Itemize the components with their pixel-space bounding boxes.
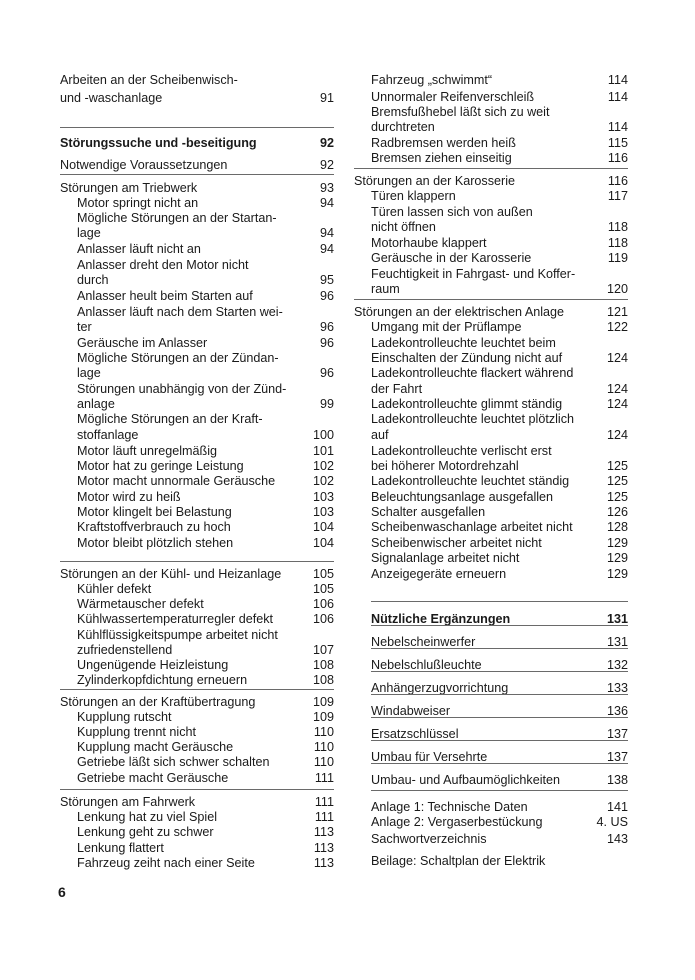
toc-entry-title: stoffanlage	[77, 428, 139, 442]
toc-entry-page: 100	[312, 428, 334, 442]
section-divider	[371, 625, 628, 626]
toc-entry-title: Windabweiser	[371, 704, 451, 718]
toc-entry-title: Zylinderkopfdichtung erneuern	[77, 673, 248, 687]
toc-entry-page: 138	[606, 773, 628, 787]
toc-entry-page: 96	[319, 336, 334, 350]
toc-entry-page: 115	[607, 136, 628, 150]
toc-entry-title: der Fahrt	[371, 382, 423, 396]
toc-entry-title: Störungen an der Kühl- und Heizanlage	[60, 567, 282, 581]
toc-entry-title: raum	[371, 282, 400, 296]
toc-entry-page: 124	[606, 428, 628, 442]
toc-entry-page: 114	[607, 120, 628, 134]
toc-entry-title: Umgang mit der Prüflampe	[371, 320, 522, 334]
toc-entry-title: Scheibenwischer arbeitet nicht	[371, 536, 542, 550]
toc-entry-page: 121	[606, 305, 628, 319]
toc-entry-title: Anlage 1: Technische Daten	[371, 800, 528, 814]
section-divider	[354, 299, 628, 300]
toc-entry-page: 96	[319, 366, 334, 380]
toc-entry-title: Lenkung geht zu schwer	[77, 825, 214, 839]
section-divider	[371, 601, 628, 602]
toc-entry-title: Motor klingelt bei Belastung	[77, 505, 232, 519]
toc-entry-title: Störungen unabhängig von der Zünd-	[77, 382, 287, 396]
toc-entry-title: Lenkung flattert	[77, 841, 164, 855]
toc-entry-title: Mögliche Störungen an der Kraft-	[77, 412, 263, 426]
toc-entry-page: 111	[314, 771, 334, 785]
toc-entry-page: 114	[607, 73, 628, 87]
toc-entry-page: 113	[313, 841, 334, 855]
toc-entry-title: Ungenügende Heizleistung	[77, 658, 229, 672]
toc-entry-title: Kühler defekt	[77, 582, 152, 596]
toc-entry-page: 119	[607, 251, 628, 265]
toc-entry-title: Bremsen ziehen einseitig	[371, 151, 512, 165]
toc-entry-page: 103	[312, 490, 334, 504]
section-divider	[371, 717, 628, 718]
toc-entry-page: 104	[312, 536, 334, 550]
toc-entry-title: zufriedenstellend	[77, 643, 173, 657]
toc-entry-title: Scheibenwaschanlage arbeitet nicht	[371, 520, 573, 534]
toc-entry-title: Motor wird zu heiß	[77, 490, 181, 504]
toc-entry-page: 94	[319, 196, 334, 210]
toc-entry-page: 125	[606, 474, 628, 488]
toc-entry-page: 94	[319, 242, 334, 256]
toc-entry-page: 108	[312, 658, 334, 672]
toc-entry-page: 99	[319, 397, 334, 411]
toc-entry-page: 125	[606, 459, 628, 473]
toc-entry-title: Störungen an der Karosserie	[354, 174, 516, 188]
toc-entry-page: 106	[312, 612, 334, 626]
toc-entry-title: Störungen an der elektrischen Anlage	[354, 305, 565, 319]
toc-entry-title: Kühlflüssigkeitspumpe arbeitet nicht	[77, 628, 278, 642]
toc-entry-title: Lenkung hat zu viel Spiel	[77, 810, 218, 824]
toc-entry-page: 105	[312, 567, 334, 581]
toc-entry-title: Getriebe läßt sich schwer schalten	[77, 755, 270, 769]
toc-entry-page: 124	[606, 382, 628, 396]
section-divider	[371, 671, 628, 672]
toc-entry-page: 94	[319, 226, 334, 240]
toc-entry-page: 133	[606, 681, 628, 695]
toc-entry-page: 102	[312, 459, 334, 473]
toc-entry-page: 117	[607, 189, 628, 203]
toc-entry-title: ter	[77, 320, 92, 334]
section-divider	[60, 789, 334, 790]
toc-entry-page: 125	[606, 490, 628, 504]
toc-entry-title: durch	[77, 273, 109, 287]
toc-entry-title: Anlasser dreht den Motor nicht	[77, 258, 249, 272]
toc-entry-title: Ladekontrolleuchte glimmt ständig	[371, 397, 563, 411]
toc-entry-title: Feuchtigkeit in Fahrgast- und Koffer-	[371, 267, 576, 281]
toc-entry-page: 101	[312, 444, 334, 458]
toc-entry-page: 118	[607, 220, 628, 234]
toc-entry-title: Umbau für Versehrte	[371, 750, 488, 764]
toc-entry-title: bei höherer Motordrehzahl	[371, 459, 519, 473]
toc-entry-title: lage	[77, 226, 101, 240]
section-divider	[354, 168, 628, 169]
toc-entry-title: Anlage 2: Vergaserbestückung	[371, 815, 543, 829]
toc-entry-title: Motor bleibt plötzlich stehen	[77, 536, 234, 550]
toc-entry-title: Ladekontrolleuchte verlischt erst	[371, 444, 552, 458]
toc-entry-title: Nebelscheinwerfer	[371, 635, 476, 649]
section-divider	[371, 763, 628, 764]
section-divider	[371, 694, 628, 695]
toc-entry-page: 137	[606, 750, 628, 764]
toc-entry-page: 143	[606, 832, 628, 846]
toc-entry-title: Anlasser läuft nach dem Starten wei-	[77, 305, 283, 319]
toc-entry-page: 120	[606, 282, 628, 296]
toc-entry-page: 109	[312, 695, 334, 709]
toc-entry-title: Geräusche im Anlasser	[77, 336, 208, 350]
toc-entry-title: Ladekontrolleuchte leuchtet beim	[371, 336, 556, 350]
page-number: 6	[58, 884, 66, 900]
toc-entry-page: 118	[607, 236, 628, 250]
toc-entry-title: Sachwortverzeichnis	[371, 832, 487, 846]
toc-entry-title: Umbau- und Aufbaumöglichkeiten	[371, 773, 561, 787]
toc-entry-page: 137	[606, 727, 628, 741]
toc-entry-page: 114	[607, 90, 628, 104]
toc-entry-page: 113	[313, 856, 334, 870]
section-divider	[371, 790, 628, 791]
toc-entry-page: 105	[312, 582, 334, 596]
toc-entry-page: 106	[312, 597, 334, 611]
toc-entry-title: Anlasser heult beim Starten auf	[77, 289, 253, 303]
toc-entry-page: 91	[319, 91, 334, 105]
toc-entry-title: Unnormaler Reifenverschleiß	[371, 90, 535, 104]
toc-entry-page: 116	[607, 151, 628, 165]
toc-entry-title: anlage	[77, 397, 115, 411]
toc-entry-title: Arbeiten an der Scheibenwisch-	[60, 73, 238, 87]
toc-entry-page: 102	[312, 474, 334, 488]
toc-entry-title: Kraftstoffverbrauch zu hoch	[77, 520, 231, 534]
toc-entry-title: Getriebe macht Geräusche	[77, 771, 229, 785]
toc-entry-title: durchtreten	[371, 120, 435, 134]
toc-entry-title: Kupplung rutscht	[77, 710, 172, 724]
toc-entry-page: 95	[319, 273, 334, 287]
toc-entry-title: Ladekontrolleuchte leuchtet plötzlich	[371, 412, 575, 426]
toc-entry-page: 111	[314, 810, 334, 824]
toc-entry-title: Fahrzeug zeiht nach einer Seite	[77, 856, 255, 870]
toc-entry-page: 92	[319, 136, 334, 150]
toc-entry-page: 116	[607, 174, 628, 188]
section-divider	[60, 174, 334, 175]
toc-entry-title: und -waschanlage	[60, 91, 163, 105]
toc-entry-page: 110	[313, 740, 334, 754]
toc-entry-page: 141	[606, 800, 628, 814]
toc-entry-title: Kühlwassertemperaturregler defekt	[77, 612, 273, 626]
toc-entry-page: 104	[312, 520, 334, 534]
toc-entry-title: Türen klappern	[371, 189, 456, 203]
toc-entry-title: Motor hat zu geringe Leistung	[77, 459, 244, 473]
toc-entry-title: Fahrzeug „schwimmt“	[371, 73, 493, 87]
toc-entry-title: Mögliche Störungen an der Zündan-	[77, 351, 279, 365]
toc-entry-title: Geräusche in der Karosserie	[371, 251, 532, 265]
toc-entry-page: 126	[606, 505, 628, 519]
toc-entry-title: Anzeigegeräte erneuern	[371, 567, 507, 581]
toc-entry-page: 132	[606, 658, 628, 672]
toc-entry-title: Ladekontrolleuchte flackert während	[371, 366, 574, 380]
toc-entry-page: 131	[606, 612, 628, 626]
toc-entry-title: Anlasser läuft nicht an	[77, 242, 201, 256]
toc-entry-page: 93	[319, 181, 334, 195]
toc-entry-title: Motor springt nicht an	[77, 196, 199, 210]
toc-entry-title: Einschalten der Zündung nicht auf	[371, 351, 563, 365]
section-divider	[60, 689, 334, 690]
toc-entry-title: Signalanlage arbeitet nicht	[371, 551, 520, 565]
toc-entry-title: Motor macht unnormale Geräusche	[77, 474, 276, 488]
toc-entry-title: Notwendige Voraussetzungen	[60, 158, 228, 172]
toc-entry-page: 96	[319, 289, 334, 303]
section-divider	[60, 127, 334, 128]
toc-entry-page: 136	[606, 704, 628, 718]
toc-entry-page: 129	[606, 567, 628, 581]
toc-entry-page: 110	[313, 725, 334, 739]
toc-entry-title: Störungen am Triebwerk	[60, 181, 198, 195]
toc-entry-page: 92	[319, 158, 334, 172]
toc-entry-title: Motorhaube klappert	[371, 236, 487, 250]
toc-entry-page: 103	[312, 505, 334, 519]
toc-entry-page: 124	[606, 351, 628, 365]
toc-entry-page: 122	[606, 320, 628, 334]
toc-entry-title: Mögliche Störungen an der Startan-	[77, 211, 277, 225]
toc-entry-title: Störungen am Fahrwerk	[60, 795, 196, 809]
toc-entry-title: Ladekontrolleuchte leuchtet ständig	[371, 474, 570, 488]
toc-entry-title: Türen lassen sich von außen	[371, 205, 533, 219]
toc-entry-page: 96	[319, 320, 334, 334]
toc-entry-title: Bremsfußhebel läßt sich zu weit	[371, 105, 550, 119]
toc-entry-title: Störungssuche und -beseitigung	[60, 136, 257, 150]
toc-entry-title: Kupplung macht Geräusche	[77, 740, 234, 754]
section-divider	[371, 740, 628, 741]
toc-entry-title: Nebelschlußleuchte	[371, 658, 482, 672]
toc-entry-page: 128	[606, 520, 628, 534]
toc-entry-page: 4. US	[596, 815, 628, 829]
toc-entry-page: 107	[312, 643, 334, 657]
toc-entry-title: Motor läuft unregelmäßig	[77, 444, 217, 458]
section-divider	[60, 561, 334, 562]
toc-entry-title: Nützliche Ergänzungen	[371, 612, 511, 626]
toc-entry-page: 129	[606, 536, 628, 550]
toc-entry-title: Beleuchtungsanlage ausgefallen	[371, 490, 554, 504]
toc-entry-title: Radbremsen werden heiß	[371, 136, 516, 150]
toc-entry-title: Anhängerzugvorrichtung	[371, 681, 509, 695]
toc-entry-title: Beilage: Schaltplan der Elektrik	[371, 854, 546, 868]
section-divider	[371, 648, 628, 649]
toc-entry-page: 108	[312, 673, 334, 687]
toc-entry-title: nicht öffnen	[371, 220, 436, 234]
toc-entry-page: 113	[313, 825, 334, 839]
toc-entry-title: lage	[77, 366, 101, 380]
toc-entry-title: auf	[371, 428, 389, 442]
toc-entry-page: 129	[606, 551, 628, 565]
toc-entry-page: 111	[314, 795, 334, 809]
toc-entry-page: 131	[606, 635, 628, 649]
toc-entry-title: Störungen an der Kraftübertragung	[60, 695, 256, 709]
toc-entry-page: 110	[313, 755, 334, 769]
toc-entry-title: Ersatzschlüssel	[371, 727, 459, 741]
toc-entry-title: Wärmetauscher defekt	[77, 597, 204, 611]
toc-entry-title: Schalter ausgefallen	[371, 505, 486, 519]
toc-entry-title: Kupplung trennt nicht	[77, 725, 197, 739]
toc-entry-page: 109	[312, 710, 334, 724]
toc-entry-page: 124	[606, 397, 628, 411]
